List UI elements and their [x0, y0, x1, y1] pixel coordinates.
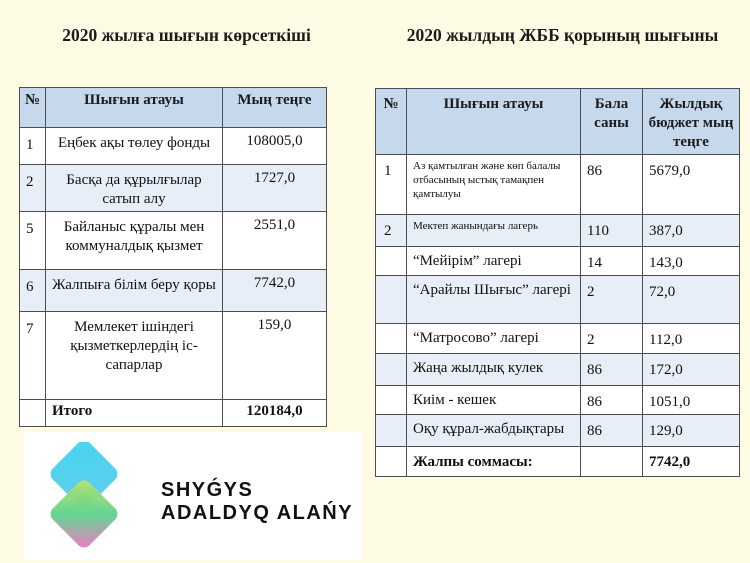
row-expense-name: Мемлекет ішіндегі қызметкерлердің іс-сапарлар	[46, 312, 223, 400]
row-value: 159,0	[223, 312, 327, 400]
table-total-row	[20, 400, 327, 427]
table-row	[376, 276, 740, 324]
row-value: 2551,0	[223, 212, 327, 270]
row-number: 2	[20, 165, 46, 212]
table-total-row	[376, 447, 740, 477]
right-table-title: 2020 жылдың ЖББ қорының шығыны	[406, 25, 719, 45]
table-row	[20, 270, 327, 312]
general-education-fund-table	[375, 88, 740, 477]
row-number: 2	[376, 215, 407, 247]
row-children-count: 2	[581, 324, 643, 354]
row-number	[376, 247, 407, 276]
col-header-number: №	[376, 89, 407, 155]
row-number: 7	[20, 312, 46, 400]
row-expense-name: Басқа да құрылғылар сатып алу	[46, 165, 223, 212]
table-row	[376, 415, 740, 447]
row-expense-name: Мектеп жанындағы лагерь	[407, 215, 581, 247]
total-label: Жалпы соммасы:	[407, 447, 581, 477]
table-row	[376, 247, 740, 276]
shygys-adaldyq-alany-logo	[24, 432, 362, 560]
row-budget-value: 387,0	[643, 215, 740, 247]
total-label: Итого	[46, 400, 223, 427]
overlapping-gradient-squares-logo-icon	[34, 442, 146, 554]
row-value: 108005,0	[223, 128, 327, 165]
row-number	[376, 415, 407, 447]
logo-text-line1: SHYǴYS	[161, 479, 254, 501]
row-children-count: 86	[581, 415, 643, 447]
col-header-thousand-tenge: Мың теңге	[223, 88, 327, 128]
row-number	[376, 324, 407, 354]
row-expense-name: Аз қамтылған және көп балалы отбасының ыстық тамақпен қамтылуы	[407, 155, 581, 215]
row-expense-name: “Арайлы Шығыс” лагері	[407, 276, 581, 324]
row-children-count: 86	[581, 354, 643, 386]
row-number	[376, 386, 407, 415]
row-number: 6	[20, 270, 46, 312]
row-budget-value: 5679,0	[643, 155, 740, 215]
row-budget-value: 143,0	[643, 247, 740, 276]
total-empty-cell	[376, 447, 407, 477]
table-row	[376, 354, 740, 386]
col-header-annual-budget: Жылдық бюджет мың теңге	[643, 89, 740, 155]
table-row	[20, 312, 327, 400]
row-expense-name: “Мейірім” лагері	[407, 247, 581, 276]
row-expense-name: Киім - кешек	[407, 386, 581, 415]
col-header-children-count: Бала саны	[581, 89, 643, 155]
total-value: 120184,0	[223, 400, 327, 427]
row-number: 1	[20, 128, 46, 165]
row-budget-value: 1051,0	[643, 386, 740, 415]
row-expense-name: Еңбек ақы төлеу фонды	[46, 128, 223, 165]
row-expense-name: “Матросово” лагері	[407, 324, 581, 354]
row-expense-name: Жаңа жылдық кулек	[407, 354, 581, 386]
row-budget-value: 172,0	[643, 354, 740, 386]
expense-table-2020	[19, 87, 327, 427]
table-row	[376, 386, 740, 415]
left-table-title: 2020 жылға шығын көрсеткіші	[62, 25, 311, 45]
total-value: 7742,0	[643, 447, 740, 477]
row-children-count: 2	[581, 276, 643, 324]
row-value: 7742,0	[223, 270, 327, 312]
col-header-expense-name: Шығын атауы	[46, 88, 223, 128]
row-value: 1727,0	[223, 165, 327, 212]
table-row	[20, 212, 327, 270]
table-row	[20, 165, 327, 212]
row-expense-name: Оқу құрал-жабдықтары	[407, 415, 581, 447]
total-empty-cell	[20, 400, 46, 427]
table-row	[376, 155, 740, 215]
row-number: 5	[20, 212, 46, 270]
row-number: 1	[376, 155, 407, 215]
table-row	[376, 215, 740, 247]
row-children-count: 110	[581, 215, 643, 247]
row-children-count: 14	[581, 247, 643, 276]
table-row	[20, 128, 327, 165]
row-number	[376, 354, 407, 386]
row-budget-value: 112,0	[643, 324, 740, 354]
row-expense-name: Жалпыға білім беру қоры	[46, 270, 223, 312]
total-empty-cell	[581, 447, 643, 477]
row-budget-value: 129,0	[643, 415, 740, 447]
row-children-count: 86	[581, 155, 643, 215]
row-budget-value: 72,0	[643, 276, 740, 324]
logo-text-line2: ADALDYQ ALAŃY	[161, 502, 354, 524]
row-expense-name: Байланыс құралы мен коммуналдық қызмет	[46, 212, 223, 270]
col-header-expense-name: Шығын атауы	[407, 89, 581, 155]
row-number	[376, 276, 407, 324]
col-header-number: №	[20, 88, 46, 128]
row-children-count: 86	[581, 386, 643, 415]
table-row	[376, 324, 740, 354]
